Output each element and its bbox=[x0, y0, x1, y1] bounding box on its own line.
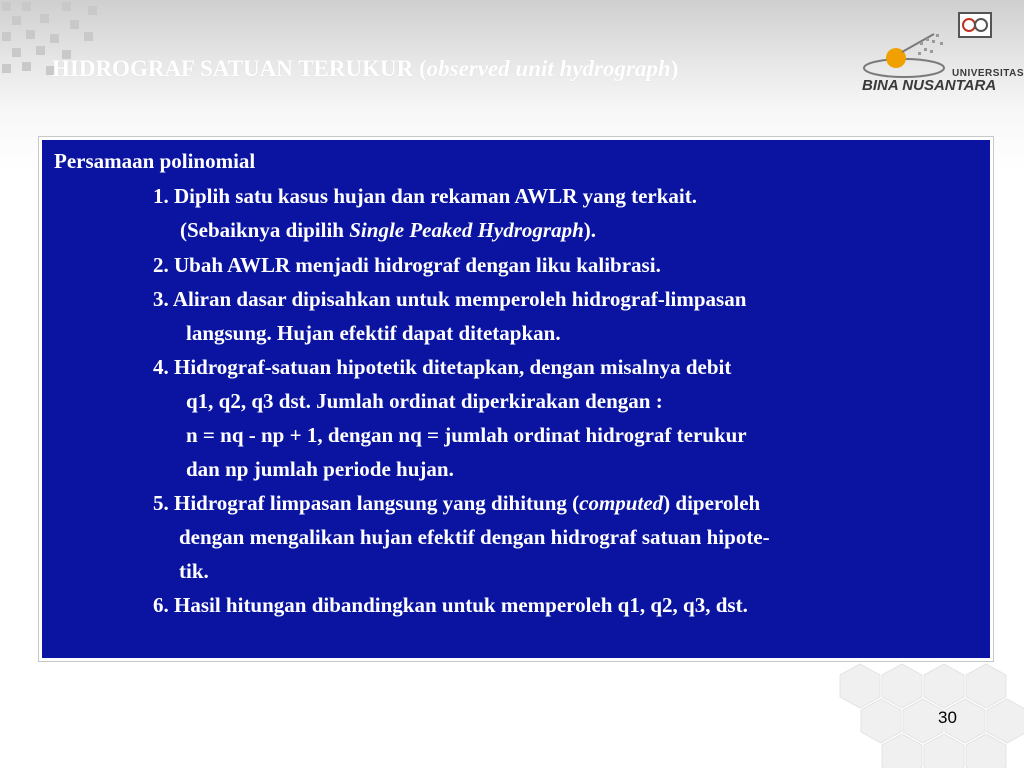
step-4-formula: n = nq - np + 1, dengan nq = jumlah ordinat hidrograf terukur bbox=[186, 423, 747, 447]
step-4-line-4: dan np jumlah periode hujan. bbox=[186, 457, 454, 481]
step-5-line-2: dengan mengalikan hujan efektif dengan hidrograf satuan hipote- bbox=[179, 525, 770, 549]
logo-line-1: UNIVERSITAS bbox=[952, 68, 1024, 79]
step-1-line-1: 1. Diplih satu kasus hujan dan rekaman AWLR yang terkait. bbox=[153, 184, 698, 208]
step-1-note-close: ). bbox=[583, 218, 596, 242]
step-6: 6. Hasil hitungan dibandingkan untuk memperoleh q1, q2, q3, dst. bbox=[153, 593, 748, 617]
quality-badge-icon bbox=[958, 12, 992, 38]
section-heading: Persamaan polinomial bbox=[54, 149, 256, 173]
title-italic: observed unit hydrograph bbox=[426, 56, 671, 81]
step-1-line-2 bbox=[180, 218, 596, 243]
step-4-line-2: q1, q2, q3 dst. Jumlah ordinat diperkirakan dengan : bbox=[186, 389, 663, 413]
step-5-text-end: ) diperoleh bbox=[663, 491, 761, 515]
step-5-text: 5. Hidrograf limpasan langsung yang dihitung ( bbox=[153, 491, 580, 515]
content-panel bbox=[39, 137, 993, 661]
step-1-note-text: (Sebaiknya dipilih bbox=[180, 218, 350, 242]
university-logo bbox=[862, 12, 1024, 96]
title-main: HIDROGRAF SATUAN TERUKUR ( bbox=[52, 56, 427, 81]
step-5-line-1 bbox=[153, 491, 760, 516]
slide-title bbox=[52, 56, 678, 82]
logo-line-2: BINA NUSANTARA bbox=[862, 77, 997, 94]
step-2: 2. Ubah AWLR menjadi hidrograf dengan liku kalibrasi. bbox=[153, 253, 661, 277]
title-close: ) bbox=[670, 56, 679, 81]
step-4-line-1: 4. Hidrograf-satuan hipotetik ditetapkan, dengan misalnya debit bbox=[153, 355, 732, 379]
page-number: 30 bbox=[938, 708, 957, 727]
step-3-line-1: 3. Aliran dasar dipisahkan untuk memperoleh hidrograf-limpasan bbox=[153, 287, 747, 311]
step-1-note-italic: Single Peaked Hydrograph bbox=[349, 218, 584, 242]
step-5-line-3: tik. bbox=[179, 559, 209, 583]
step-3-line-2: langsung. Hujan efektif dapat ditetapkan. bbox=[186, 321, 561, 345]
step-5-italic: computed bbox=[579, 491, 664, 515]
